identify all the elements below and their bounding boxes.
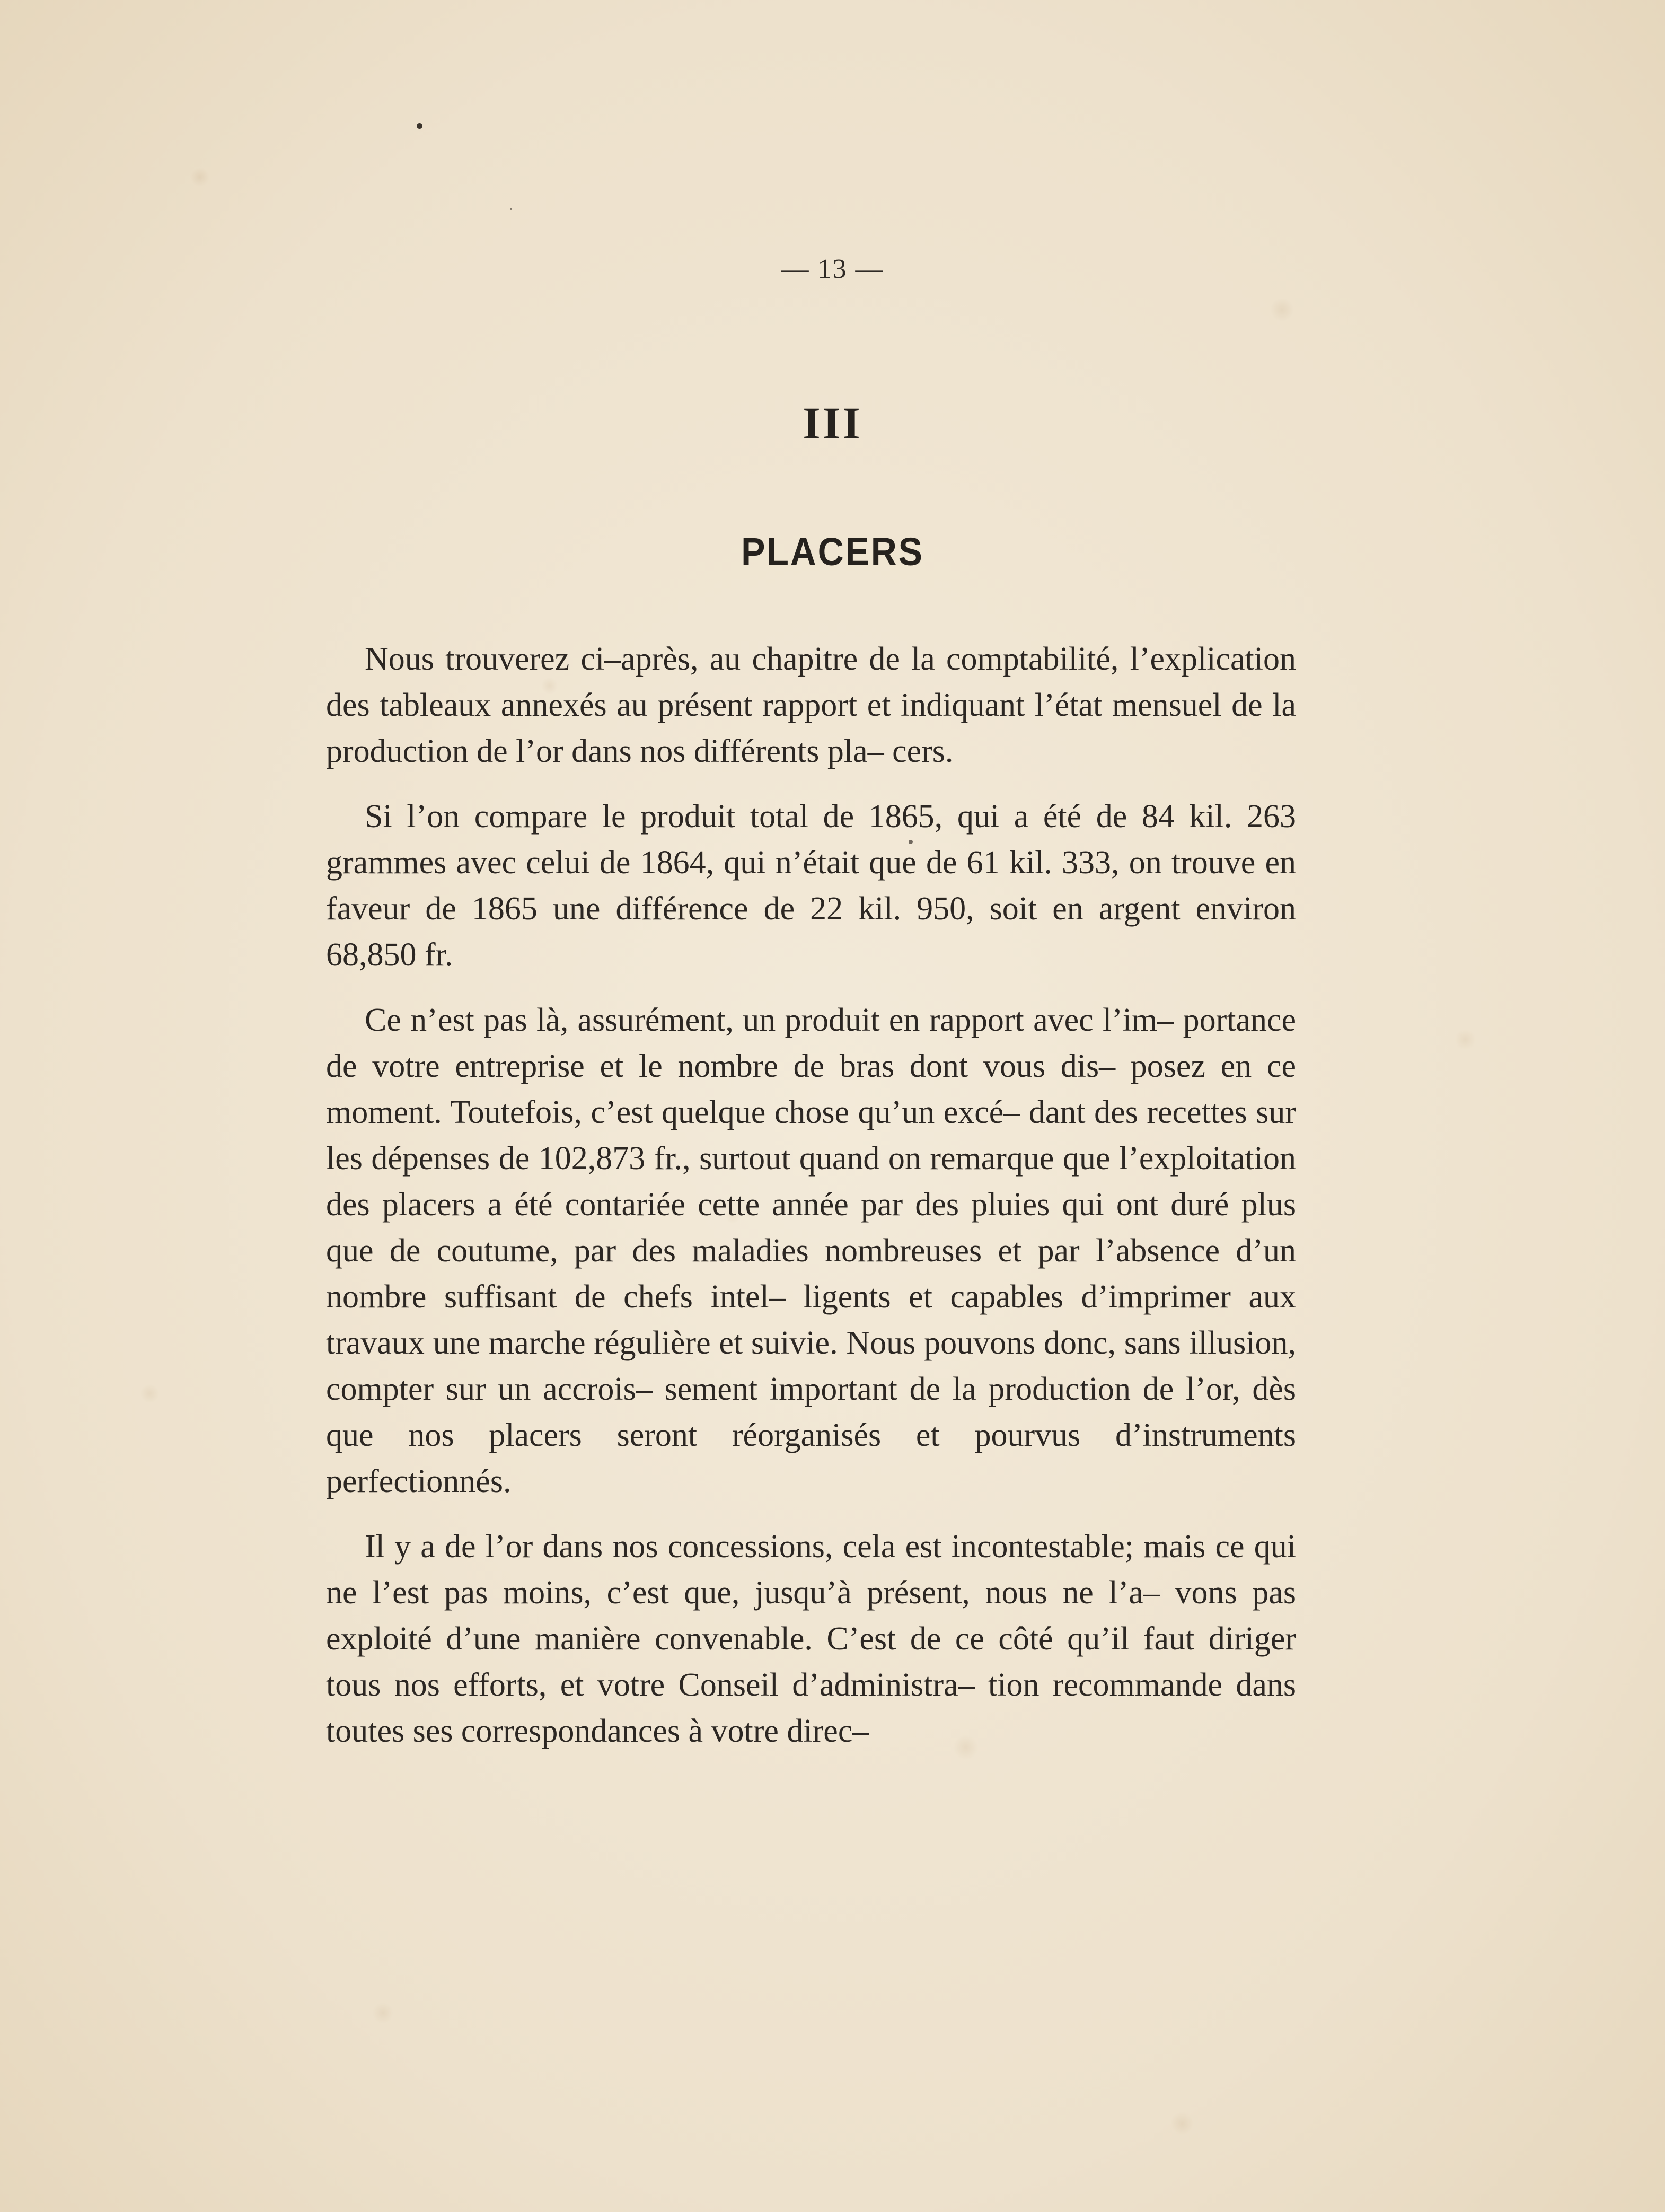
body-text	[326, 636, 1296, 1774]
page-number: — 13 —	[781, 254, 884, 284]
section-title: PLACERS	[741, 530, 924, 574]
chapter-numeral: III	[803, 398, 862, 449]
paragraph: Si l’on compare le produit total de 1865, qui a été de 84 kil. 263 grammes avec celui de 1864, qui n’était que de 61 kil. 333, on trouve en faveur de 1865 une différence de 22 kil. 950, soit en argent environ 68,850 fr.	[326, 798, 1296, 973]
ink-speck	[417, 123, 422, 129]
paragraph: Ce n’est pas là, assurément, un produit en rapport avec l’im– portance de votre entreprise et le nombre de bras dont vous dis– posez en ce moment. Toutefois, c’est quelque chose qu’un excé– dant des recettes sur les dépenses de 102,873 fr., surtout quand on remarque que l’exploitation des placers a été contariée cette année par des pluies qui ont duré plus que de coutume, par des maladies nombreuses et par l’absence d’un nombre suffisant de chefs intel– ligents et capables d’imprimer aux travaux une marche régulière et suivie. Nous pouvons donc, sans illusion, compter sur un accrois– sement important de la production de l’or, dès que nos placers seront réorganisés et pourvus d’instruments perfectionnés.	[326, 1002, 1296, 1499]
paragraph: Il y a de l’or dans nos concessions, cela est incontestable; mais ce qui ne l’est pas moins, c’est que, jusqu’à présent, nous ne l’a– vons pas exploité d’une manière convenable. C’est de ce côté qu’il faut diriger tous nos efforts, et votre Conseil d’administra– tion recommande dans toutes ses correspondances à votre direc–	[326, 1529, 1296, 1749]
paragraph: Nous trouverez ci–après, au chapitre de la comptabilité, l’explication des tableaux annexés au présent rapport et indiquant l’état mensuel de la production de l’or dans nos différents pla– cers.	[326, 641, 1296, 769]
ink-speck	[510, 208, 512, 210]
